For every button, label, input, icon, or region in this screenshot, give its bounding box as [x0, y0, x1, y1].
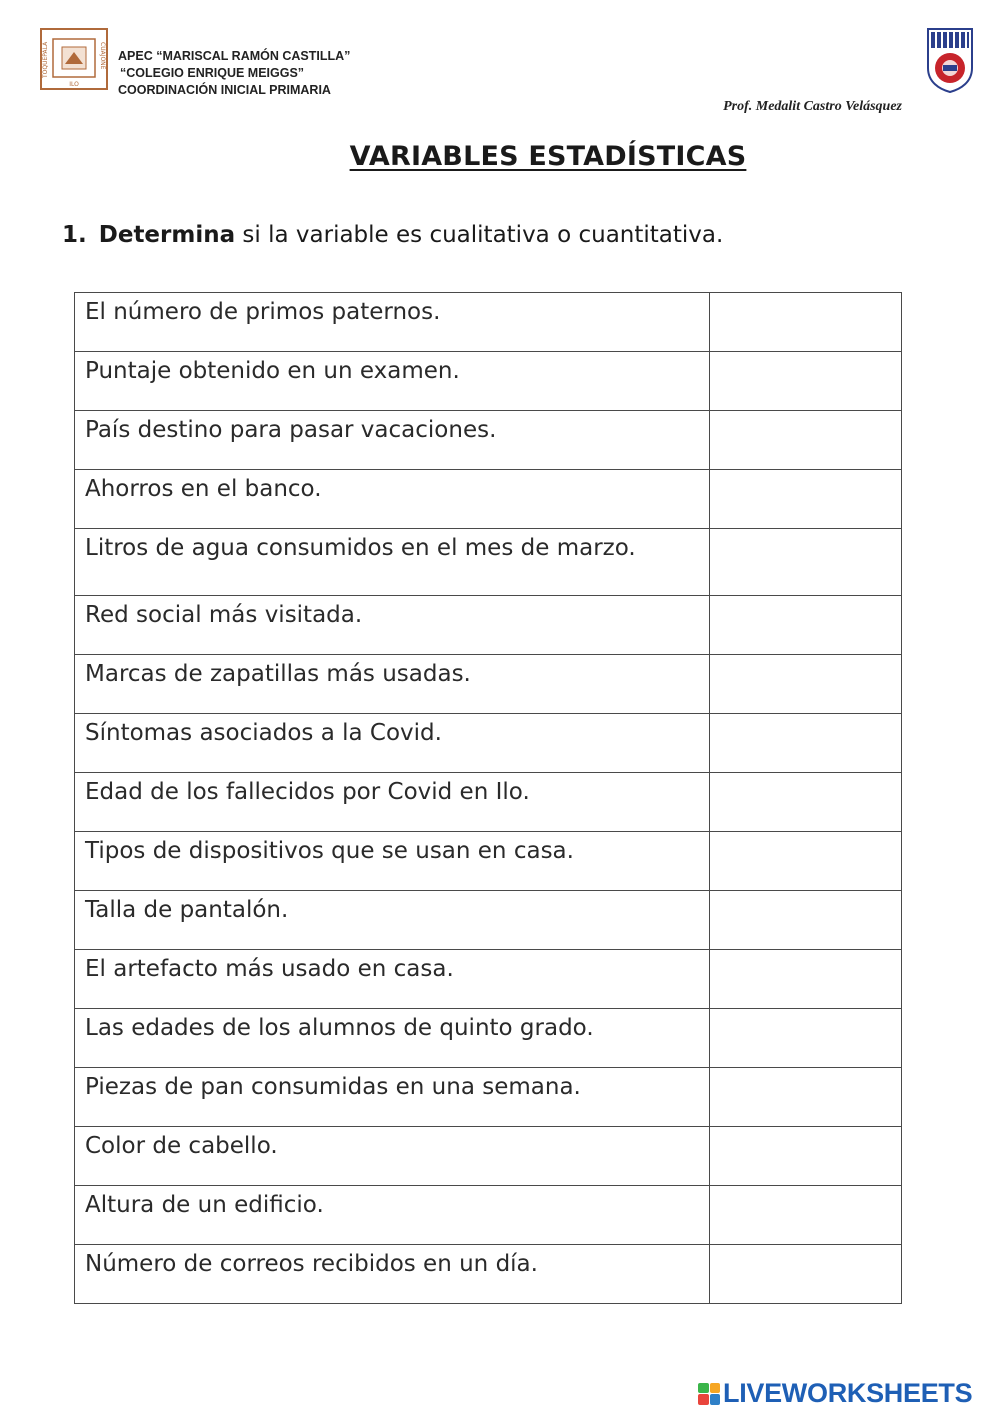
- table-row: [75, 773, 902, 832]
- answer-cell[interactable]: [710, 1068, 902, 1127]
- answer-cell[interactable]: [710, 470, 902, 529]
- table-row: [75, 1245, 902, 1304]
- row-statement: País destino para pasar vacaciones.: [75, 411, 710, 470]
- logo-text-right: CUAJONE: [99, 42, 106, 70]
- answer-cell[interactable]: [710, 655, 902, 714]
- answer-cell[interactable]: [710, 352, 902, 411]
- logo-square-4: [710, 1394, 721, 1405]
- answer-cell[interactable]: [710, 1009, 902, 1068]
- question-number: 1.: [62, 222, 87, 248]
- answer-cell[interactable]: [710, 950, 902, 1009]
- answer-cell[interactable]: [710, 529, 902, 596]
- liveworksheets-logo-icon: [698, 1383, 720, 1405]
- table-row: [75, 891, 902, 950]
- row-statement: El artefacto más usado en casa.: [75, 950, 710, 1009]
- page-title: VARIABLES ESTADÍSTICAS: [349, 141, 747, 172]
- row-statement: Edad de los fallecidos por Covid en Ilo.: [75, 773, 710, 832]
- table-row: [75, 1127, 902, 1186]
- row-statement: Puntaje obtenido en un examen.: [75, 352, 710, 411]
- table-row: [75, 1068, 902, 1127]
- answer-cell[interactable]: [710, 293, 902, 352]
- logo-text-left: TOQUEPALA: [42, 41, 49, 78]
- school-logo-left: [40, 28, 108, 90]
- answer-cell[interactable]: [710, 773, 902, 832]
- table-row: [75, 411, 902, 470]
- logo-square-2: [710, 1383, 721, 1394]
- school-line-1: APEC “MARISCAL RAMÓN CASTILLA”: [118, 49, 351, 63]
- table-row: [75, 1186, 902, 1245]
- school-shield-logo: [925, 26, 975, 94]
- answer-cell[interactable]: [710, 832, 902, 891]
- school-line-3: COORDINACIÓN INICIAL PRIMARIA: [118, 83, 331, 97]
- school-line-2: “COLEGIO ENRIQUE MEIGGS”: [120, 66, 305, 80]
- brand-text: LIVEWORKSHEETS: [723, 1378, 973, 1408]
- author-name: Prof. Medalit Castro Velásquez: [723, 99, 902, 114]
- row-statement: Litros de agua consumidos en el mes de marzo.: [75, 529, 710, 596]
- table-row: [75, 1009, 902, 1068]
- liveworksheets-brand: [698, 1378, 972, 1409]
- logo-square-3: [698, 1394, 709, 1405]
- table-row: [75, 529, 902, 596]
- table-row: [75, 832, 902, 891]
- row-statement: Ahorros en el banco.: [75, 470, 710, 529]
- answer-cell[interactable]: [710, 1245, 902, 1304]
- table-row: [75, 470, 902, 529]
- logo-text-bottom: ILO: [69, 81, 79, 88]
- answer-cell[interactable]: [710, 891, 902, 950]
- table-row: [75, 596, 902, 655]
- row-statement: El número de primos paternos.: [75, 293, 710, 352]
- logo-square-1: [698, 1383, 709, 1394]
- row-statement: Síntomas asociados a la Covid.: [75, 714, 710, 773]
- row-statement: Red social más visitada.: [75, 596, 710, 655]
- row-statement: Color de cabello.: [75, 1127, 710, 1186]
- variables-table: [74, 292, 902, 1304]
- table-row: [75, 714, 902, 773]
- row-statement: Tipos de dispositivos que se usan en casa.: [75, 832, 710, 891]
- table-row: [75, 655, 902, 714]
- answer-cell[interactable]: [710, 714, 902, 773]
- school-header: [118, 48, 350, 99]
- table-row: [75, 293, 902, 352]
- answer-cell[interactable]: [710, 411, 902, 470]
- table-row: [75, 352, 902, 411]
- answer-cell[interactable]: [710, 1186, 902, 1245]
- row-statement: Altura de un edificio.: [75, 1186, 710, 1245]
- row-statement: Número de correos recibidos en un día.: [75, 1245, 710, 1304]
- answer-cell[interactable]: [710, 1127, 902, 1186]
- question-keyword: Determina: [98, 222, 236, 248]
- row-statement: Piezas de pan consumidas en una semana.: [75, 1068, 710, 1127]
- row-statement: Las edades de los alumnos de quinto grado.: [75, 1009, 710, 1068]
- question-1: [62, 222, 723, 248]
- question-text: si la variable es cualitativa o cuantitativa.: [235, 222, 724, 248]
- table-row: [75, 950, 902, 1009]
- answer-cell[interactable]: [710, 596, 902, 655]
- row-statement: Marcas de zapatillas más usadas.: [75, 655, 710, 714]
- row-statement: Talla de pantalón.: [75, 891, 710, 950]
